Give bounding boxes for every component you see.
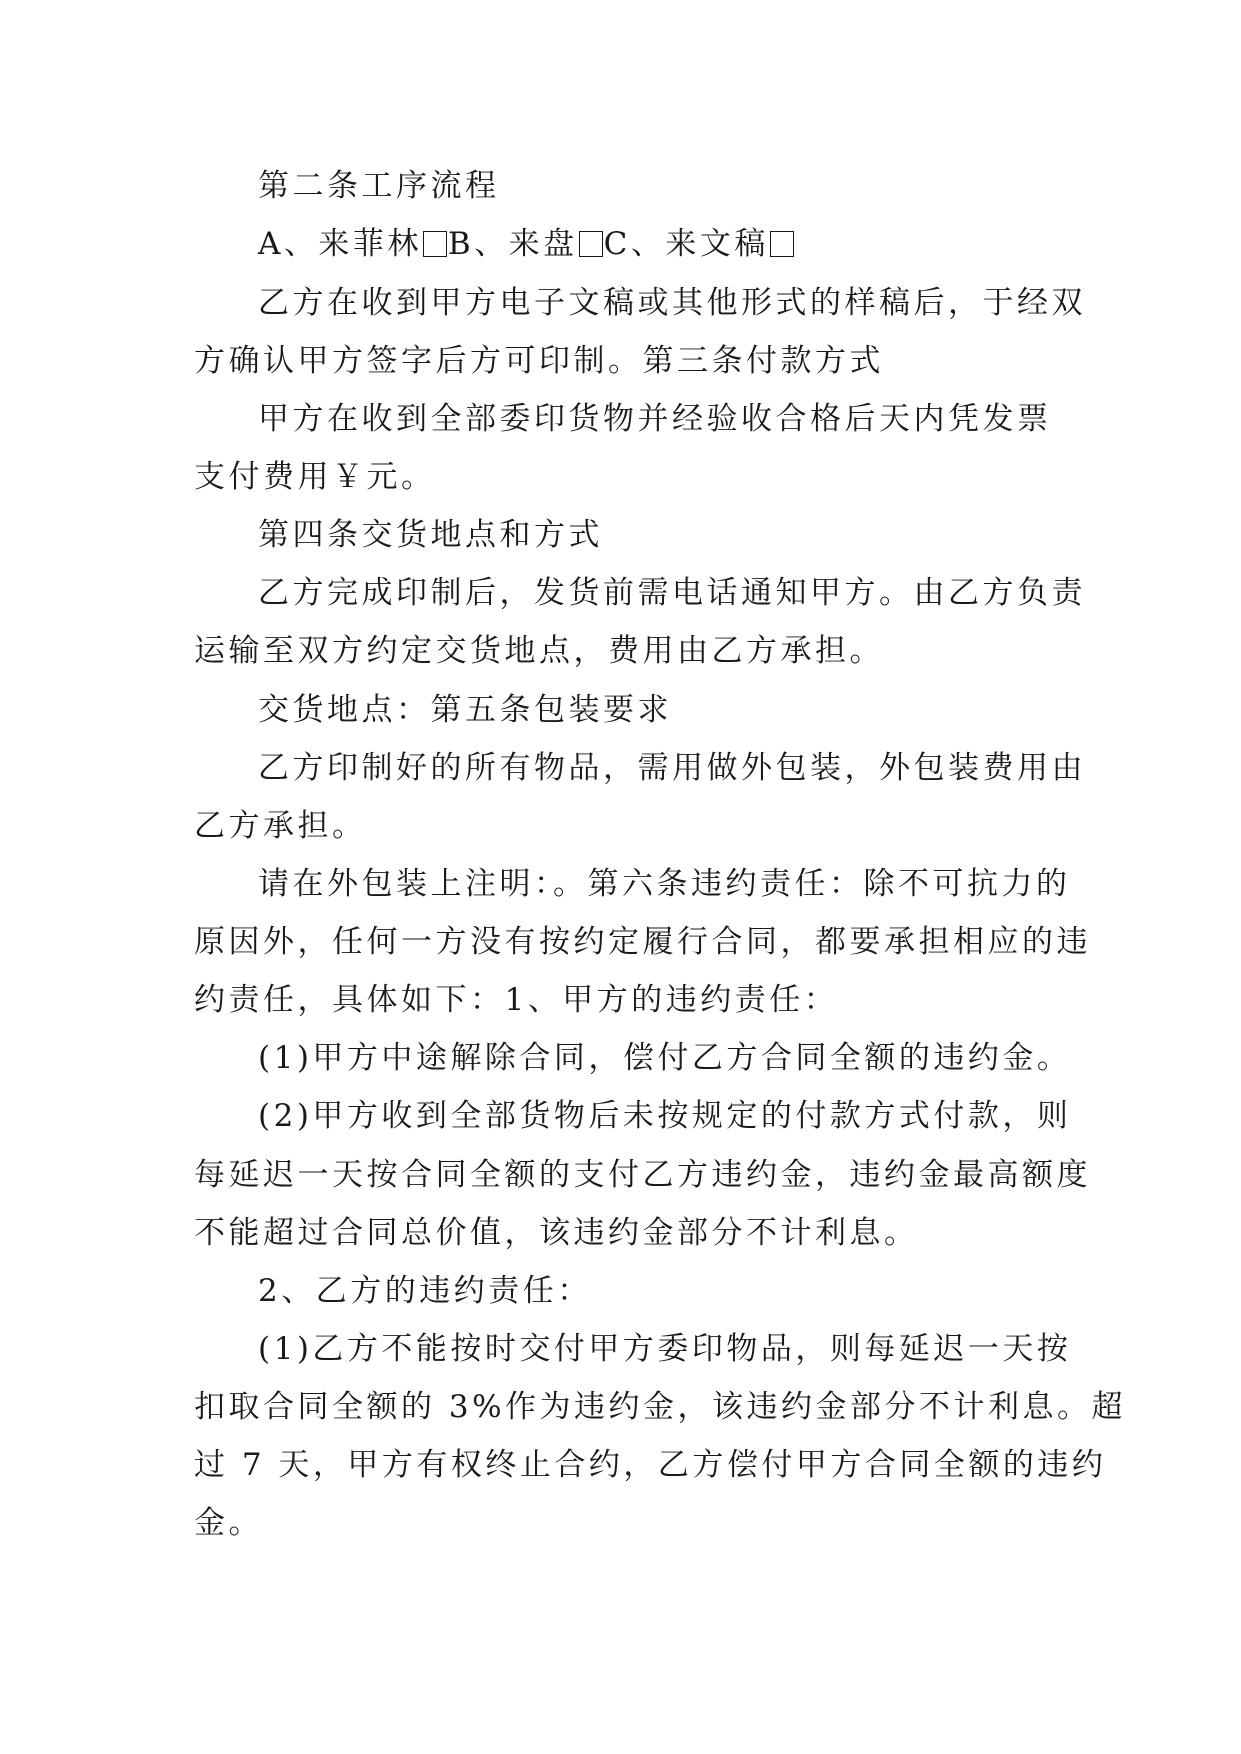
paragraph-line: 乙方在收到甲方电子文稿或其他形式的样稿后，于经双 bbox=[258, 285, 1086, 321]
paragraph-line: 运输至双方约定交货地点，费用由乙方承担。 bbox=[194, 633, 884, 669]
paragraph-line: 请在外包装上注明：。第六条违约责任：除不可抗力的 bbox=[258, 866, 1071, 902]
paragraph-line: 乙方印制好的所有物品，需用做外包装，外包装费用由 bbox=[258, 750, 1086, 786]
paragraph-line: 不能超过合同总价值，该违约金部分不计利息。 bbox=[194, 1215, 919, 1251]
paragraph-line: 扣取合同全额的 3%作为违约金，该违约金部分不计利息。超 bbox=[194, 1389, 1127, 1425]
paragraph-line: (1)乙方不能按时交付甲方委印物品，则每延迟一天按 bbox=[258, 1331, 1072, 1367]
checkbox-c[interactable] bbox=[770, 231, 794, 257]
paragraph-line: 2、乙方的违约责任： bbox=[258, 1273, 592, 1309]
option-b-label: B、来盘 bbox=[447, 226, 578, 262]
process-options-line bbox=[258, 224, 795, 264]
paragraph-line: 金。 bbox=[194, 1505, 263, 1541]
paragraph-line: (1)甲方中途解除合同，偿付乙方合同全额的违约金。 bbox=[258, 1040, 1072, 1076]
paragraph-line: 约责任，具体如下：1、甲方的违约责任： bbox=[194, 982, 839, 1018]
checkbox-a[interactable] bbox=[423, 231, 447, 257]
option-a-label: A、来菲林 bbox=[258, 226, 422, 262]
paragraph-line: 乙方完成印制后，发货前需电话通知甲方。由乙方负责 bbox=[258, 575, 1086, 611]
article-4-heading: 第四条交货地点和方式 bbox=[258, 517, 603, 553]
paragraph-line: 支付费用￥元。 bbox=[194, 459, 436, 495]
paragraph-line: 过 7 天，甲方有权终止合约，乙方偿付甲方合同全额的违约 bbox=[194, 1447, 1107, 1483]
paragraph-line: 方确认甲方签字后方可印制。第三条付款方式 bbox=[194, 343, 884, 379]
paragraph-line: 每延迟一天按合同全额的支付乙方违约金，违约金最高额度 bbox=[194, 1157, 1091, 1193]
paragraph-line: 原因外，任何一方没有按约定履行合同，都要承担相应的违 bbox=[194, 924, 1091, 960]
paragraph-line: (2)甲方收到全部货物后未按规定的付款方式付款，则 bbox=[258, 1098, 1072, 1134]
paragraph-line: 乙方承担。 bbox=[194, 808, 367, 844]
paragraph-line: 甲方在收到全部委印货物并经验收合格后天内凭发票 bbox=[258, 401, 1052, 437]
article-2-heading: 第二条工序流程 bbox=[258, 168, 500, 204]
checkbox-b[interactable] bbox=[579, 231, 603, 257]
option-c-label: C、来文稿 bbox=[603, 226, 769, 262]
paragraph-line: 交货地点：第五条包装要求 bbox=[258, 692, 672, 728]
